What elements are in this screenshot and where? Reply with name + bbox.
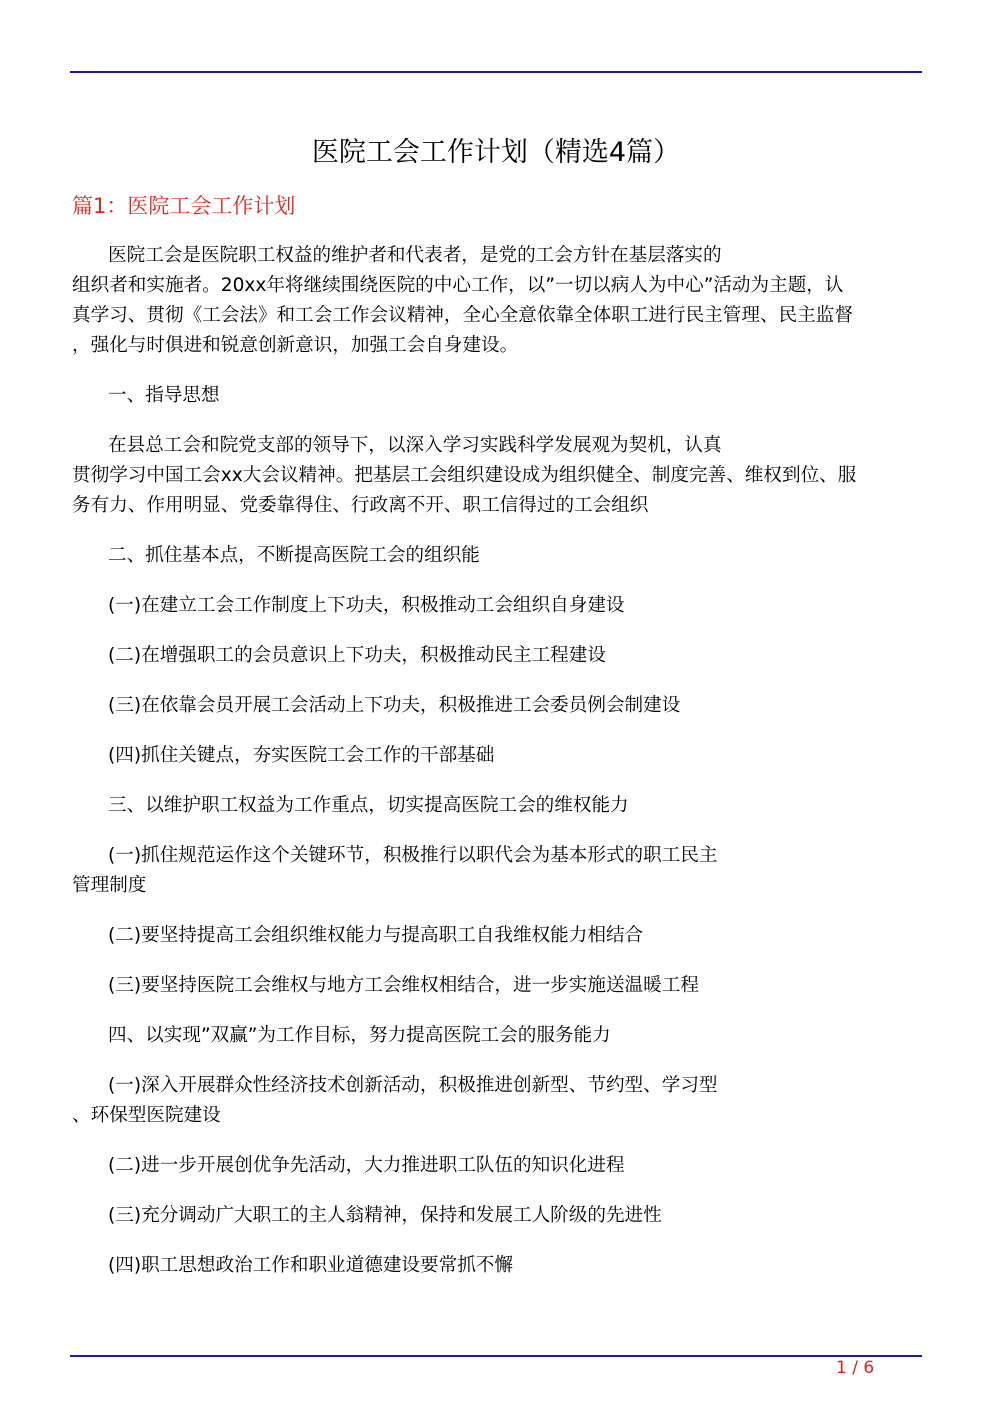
text-line: 二、抓住基本点，不断提高医院工会的组织能 — [108, 545, 480, 566]
text-line: (四)职工思想政治工作和职业道德建设要常抓不懈 — [108, 1255, 513, 1276]
text-line: (一)抓住规范运作这个关键环节，积极推行以职代会为基本形式的职工民主 — [108, 845, 718, 866]
text-line: 在县总工会和院党支部的领导下，以深入学习实践科学发展观为契机，认真 — [108, 435, 722, 456]
paragraph — [72, 921, 917, 951]
section-heading: 篇1：医院工会工作计划 — [72, 194, 296, 218]
paragraph — [72, 741, 917, 771]
paragraph — [72, 1201, 917, 1231]
paragraph — [72, 791, 917, 821]
paragraph — [72, 591, 917, 621]
paragraph — [72, 971, 917, 1001]
text-line: (三)充分调动广大职工的主人翁精神，保持和发展工人阶级的先进性 — [108, 1205, 662, 1226]
text-line: 医院工会是医院职工权益的维护者和代表者，是党的工会方针在基层落实的 — [108, 245, 722, 266]
paragraph — [72, 1251, 917, 1281]
paragraph — [72, 1151, 917, 1181]
text-line: 、环保型医院建设 — [72, 1105, 221, 1126]
paragraph — [72, 541, 917, 571]
paragraph — [72, 1021, 917, 1051]
header-rule — [70, 71, 922, 73]
text-line: (三)要坚持医院工会维权与地方工会维权相结合，进一步实施送温暖工程 — [108, 975, 699, 996]
paragraph — [72, 641, 917, 671]
footer-rule — [70, 1355, 922, 1357]
text-line: (二)在增强职工的会员意识上下功夫，积极推动民主工程建设 — [108, 645, 606, 666]
paragraph — [72, 691, 917, 721]
text-line: (二)进一步开展创优争先活动，大力推进职工队伍的知识化进程 — [108, 1155, 625, 1176]
text-line: (一)深入开展群众性经济技术创新活动，积极推进创新型、节约型、学习型 — [108, 1075, 718, 1096]
page-number: 1 / 6 — [836, 1358, 875, 1378]
text-line: 贯彻学习中国工会xx大会议精神。把基层工会组织建设成为组织健全、制度完善、维权到位、服 — [72, 465, 857, 486]
paragraph — [72, 1071, 917, 1131]
text-line: (二)要坚持提高工会组织维权能力与提高职工自我维权能力相结合 — [108, 925, 644, 946]
paragraph — [72, 841, 917, 901]
paragraph — [72, 241, 917, 361]
text-line: (四)抓住关键点，夯实医院工会工作的干部基础 — [108, 745, 495, 766]
text-line: 一、指导思想 — [108, 385, 220, 406]
text-line: (三)在依靠会员开展工会活动上下功夫，积极推进工会委员例会制建设 — [108, 695, 681, 716]
paragraph — [72, 431, 917, 521]
text-line: 三、以维护职工权益为工作重点，切实提高医院工会的维权能力 — [108, 795, 629, 816]
document-body — [72, 241, 917, 1301]
text-line: 真学习、贯彻《工会法》和工会工作会议精神，全心全意依靠全体职工进行民主管理、民主监督 — [72, 305, 853, 326]
text-line: 四、以实现”双赢”为工作目标，努力提高医院工会的服务能力 — [108, 1025, 611, 1046]
text-line: (一)在建立工会工作制度上下功夫，积极推动工会组织自身建设 — [108, 595, 625, 616]
text-line: 务有力、作用明显、党委靠得住、行政离不开、职工信得过的工会组织 — [72, 495, 649, 516]
document-title: 医院工会工作计划（精选4篇） — [311, 137, 681, 168]
text-line: 管理制度 — [72, 875, 147, 896]
text-line: 组织者和实施者。20xx年将继续围绕医院的中心工作，以”一切以病人为中心”活动为主题，认 — [72, 275, 844, 296]
text-line: ，强化与时俱进和锐意创新意识，加强工会自身建设。 — [72, 335, 519, 356]
paragraph — [72, 381, 917, 411]
